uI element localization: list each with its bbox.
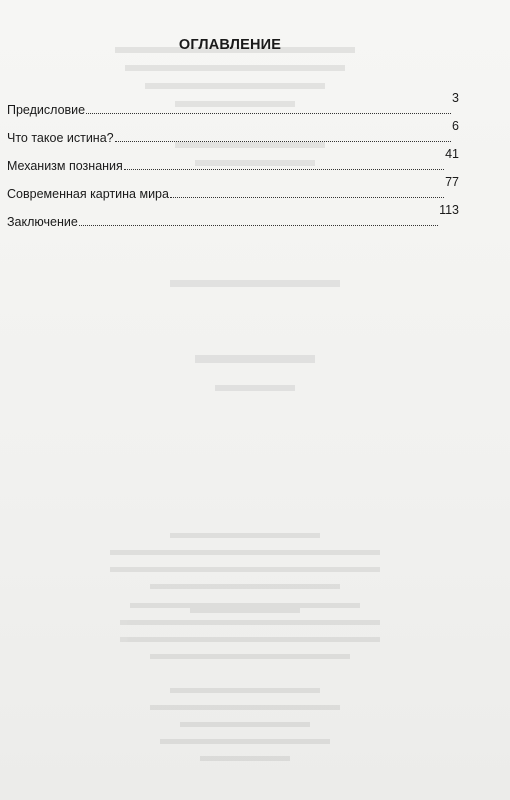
- bleed-through-block: [150, 685, 340, 755]
- bleed-through-block: [110, 600, 380, 670]
- toc-entry-page: 113: [439, 203, 459, 217]
- toc-entry-conclusion: [7, 202, 459, 230]
- bleed-through-block: [170, 280, 340, 300]
- bleed-through-block: [195, 355, 315, 395]
- dot-leader: [115, 141, 451, 142]
- toc-entry-page: 3: [452, 91, 459, 105]
- toc-entry-label: Современная картина мира: [7, 187, 169, 201]
- toc-entry-label: Заключение: [7, 215, 78, 229]
- toc-entry-preface: [7, 90, 459, 118]
- dot-leader: [124, 169, 444, 170]
- toc-entry-page: 41: [445, 147, 459, 161]
- toc-entry-modern-picture: [7, 174, 459, 202]
- toc-entry-what-is-truth: [7, 118, 459, 146]
- toc-entry-label: Механизм познания: [7, 159, 123, 173]
- toc-entry-page: 6: [452, 119, 459, 133]
- toc-entry-mechanism: [7, 146, 459, 174]
- dot-leader: [79, 225, 438, 226]
- dot-leader: [170, 197, 444, 198]
- dot-leader: [86, 113, 451, 114]
- toc-entry-label: Предисловие: [7, 103, 86, 117]
- toc-entry-page: 77: [445, 175, 459, 189]
- table-of-contents: [7, 90, 459, 230]
- page-title: ОГЛАВЛЕНИЕ: [178, 37, 282, 53]
- toc-entry-label: Что такое истина?: [7, 131, 114, 145]
